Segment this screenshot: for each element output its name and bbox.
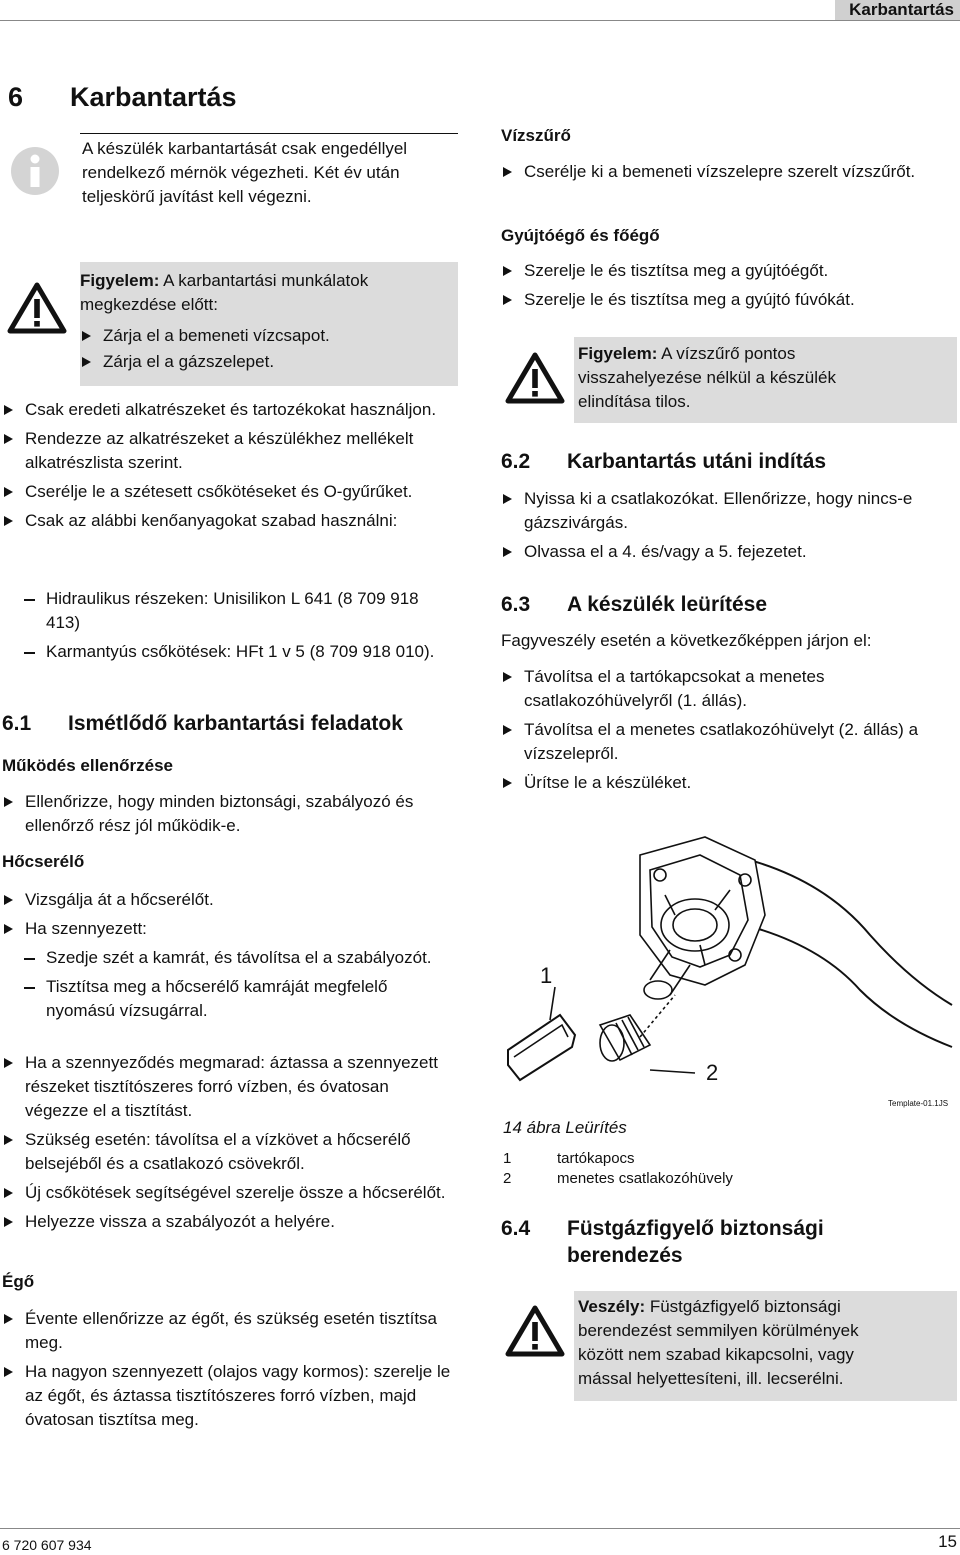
- list-item: Helyezze vissza a szabályozót a helyére.: [2, 1210, 452, 1234]
- figure-legend-row: [503, 1169, 733, 1189]
- list-item: Szerelje le és tisztítsa meg a gyújtó fúvókát.: [501, 288, 941, 312]
- heat-exchanger-list: [2, 888, 452, 946]
- figure-caption: 14 ábra Leürítés: [503, 1118, 627, 1137]
- warning-label: Figyelem:: [578, 344, 658, 363]
- general-list: [2, 398, 452, 538]
- danger-label: Veszély:: [578, 1297, 646, 1316]
- figure-legend-row: [503, 1149, 635, 1169]
- function-check-list: [2, 790, 452, 843]
- chapter-number: 6: [8, 82, 24, 112]
- warning-triangle-icon: [505, 1305, 565, 1357]
- legend-text: menetes csatlakozóhüvely: [557, 1170, 733, 1187]
- warning-triangle-icon: [505, 352, 565, 404]
- list-item: Ha a szennyeződés megmarad: áztassa a szennyezett részeket tisztítószeres forró vízben, és óvatosan végezze el a tisztítást.: [2, 1051, 452, 1123]
- danger-body: Füstgázfigyelő biztonsági berendezést semmilyen körülmények között nem szabad kikapcsolni, vagy mással helyettesíteni, ill. lecserélni.: [578, 1297, 859, 1388]
- heat-exchanger-list-rest: [2, 1051, 452, 1239]
- list-item: Távolítsa el a tartókapcsokat a menetes csatlakozóhüvelyről (1. állás).: [501, 665, 956, 713]
- list-item: Rendezze az alkatrészeket a készülékhez mellékelt alkatrészlista szerint.: [2, 427, 452, 475]
- title-line: berendezés: [567, 1244, 683, 1267]
- pilot-burner-heading: Gyújtóégő és főégő: [501, 226, 660, 245]
- list-item: Távolítsa el a menetes csatlakozóhüvelyt (2. állás) a vízszelepről.: [501, 718, 956, 766]
- function-check-heading: Működés ellenőrzése: [2, 756, 174, 775]
- heat-exchanger-heading: Hőcserélő: [2, 852, 85, 871]
- section-number: 6.2: [501, 450, 531, 473]
- warning-label: Figyelem:: [80, 271, 160, 290]
- section-number: 6.1: [2, 712, 32, 735]
- list-item: Csak eredeti alkatrészeket és tartozékokat használjon.: [2, 398, 452, 422]
- section-title-text: [567, 1215, 824, 1269]
- warning-body: A vízszűrő pontos visszahelyezése nélkül a készülék elindítása tilos.: [578, 344, 836, 411]
- list-item: Vizsgálja át a hőcserélőt.: [2, 888, 452, 912]
- drainage-figure: [500, 815, 955, 1115]
- section-title-text: A készülék leürítése: [567, 593, 767, 616]
- page-number: 15: [938, 1532, 957, 1551]
- burner-list: [2, 1307, 452, 1437]
- list-item: Új csőkötések segítségével szerelje össze a hőcserélőt.: [2, 1181, 452, 1205]
- water-filter-list: [501, 160, 941, 189]
- section-6-4-title: [501, 1215, 956, 1269]
- list-item: Nyissa ki a csatlakozókat. Ellenőrizze, hogy nincs-e gázszivárgás.: [501, 487, 951, 535]
- list-item: Évente ellenőrizze az égőt, és szükség esetén tisztítsa meg.: [2, 1307, 452, 1355]
- legend-text: tartókapocs: [557, 1150, 635, 1167]
- list-item: Szükség esetén: távolítsa el a vízkövet a hőcserélő belsejéből és a csatlakozó csövekről.: [2, 1128, 452, 1176]
- burner-heading: Égő: [2, 1272, 35, 1291]
- section-title-text: Karbantartás utáni indítás: [567, 450, 827, 473]
- danger-text: [578, 1295, 908, 1391]
- list-item: Tisztítsa meg a hőcserélő kamráját megfelelő nyomású vízsugárral.: [0, 975, 450, 1023]
- filter-warning-text: [578, 342, 888, 414]
- figure-label-1: 1: [540, 963, 553, 988]
- water-filter-heading: Vízszűrő: [501, 126, 571, 145]
- info-icon: [10, 146, 60, 196]
- warning-notice: [80, 262, 458, 386]
- list-item: Ha szennyezett:: [2, 917, 452, 941]
- section-6-1-title: [2, 710, 462, 737]
- legend-key: 1: [503, 1150, 512, 1167]
- chapter-title: [8, 82, 237, 113]
- list-item: Ürítse le a készüléket.: [501, 771, 956, 795]
- section-6-3-title: [501, 591, 951, 618]
- list-item: Olvassa el a 4. és/vagy a 5. fejezetet.: [501, 540, 951, 564]
- doc-number: 6 720 607 934: [2, 1537, 92, 1553]
- header-rule: [0, 20, 960, 21]
- title-line: Füstgázfigyelő biztonsági: [567, 1217, 824, 1240]
- section-number: 6.4: [501, 1217, 531, 1240]
- warning-list: [80, 324, 450, 376]
- footer-rule: [0, 1528, 960, 1529]
- section-6-2-list: [501, 487, 951, 569]
- filter-warning-notice: [574, 337, 957, 423]
- list-item: Zárja el a gázszelepet.: [80, 350, 450, 374]
- chapter-title-text: Karbantartás: [70, 82, 237, 112]
- lubricant-list: [0, 587, 450, 669]
- warning-text: [80, 269, 380, 317]
- info-note-text: A készülék karbantartását csak engedéllyel rendelkező mérnök végezheti. Két év után teljeskörű javítást kell végezni.: [82, 139, 408, 206]
- list-item: Ellenőrizze, hogy minden biztonsági, szabályozó és ellenőrző rész jól működik-e.: [2, 790, 452, 838]
- section-title-text: Ismétlődő karbantartási feladatok: [68, 712, 403, 735]
- section-6-2-title: [501, 448, 951, 475]
- list-item: Csak az alábbi kenőanyagokat szabad használni:: [2, 509, 452, 533]
- list-item: Cserélje le a szétesett csőkötéseket és O-gyűrűket.: [2, 480, 452, 504]
- warning-body: A karbantartási munkálatok megkezdése előtt:: [80, 271, 369, 314]
- running-header: Karbantartás: [835, 0, 960, 20]
- section-number: 6.3: [501, 593, 531, 616]
- list-item: Zárja el a bemeneti vízcsapot.: [80, 324, 450, 348]
- list-item: Szerelje le és tisztítsa meg a gyújtóégőt.: [501, 259, 941, 283]
- danger-notice: [574, 1291, 957, 1401]
- list-item: Karmantyús csőkötések: HFt 1 v 5 (8 709 918 010).: [0, 640, 450, 664]
- warning-triangle-icon: [7, 282, 67, 334]
- section-6-3-list: [501, 665, 956, 800]
- figure-template-id: Template-01.1JS: [888, 1099, 949, 1108]
- figure-label-2: 2: [706, 1060, 719, 1085]
- section-6-3-intro: Fagyveszély esetén a következőképpen járjon el:: [501, 631, 872, 650]
- pilot-burner-list: [501, 259, 941, 317]
- info-rule: [80, 133, 458, 134]
- list-item: Szedje szét a kamrát, és távolítsa el a szabályozót.: [0, 946, 450, 970]
- list-item: Cserélje ki a bemeneti vízszelepre szerelt vízszűrőt.: [501, 160, 941, 184]
- legend-key: 2: [503, 1170, 512, 1187]
- heat-exchanger-sub-list: [0, 946, 450, 1028]
- list-item: Ha nagyon szennyezett (olajos vagy kormos): szerelje le az égőt, és áztassa tisztítószeres forró vízben, majd óvatosan tisztítsa meg.: [2, 1360, 452, 1432]
- list-item: Hidraulikus részeken: Unisilikon L 641 (8 709 918 413): [0, 587, 450, 635]
